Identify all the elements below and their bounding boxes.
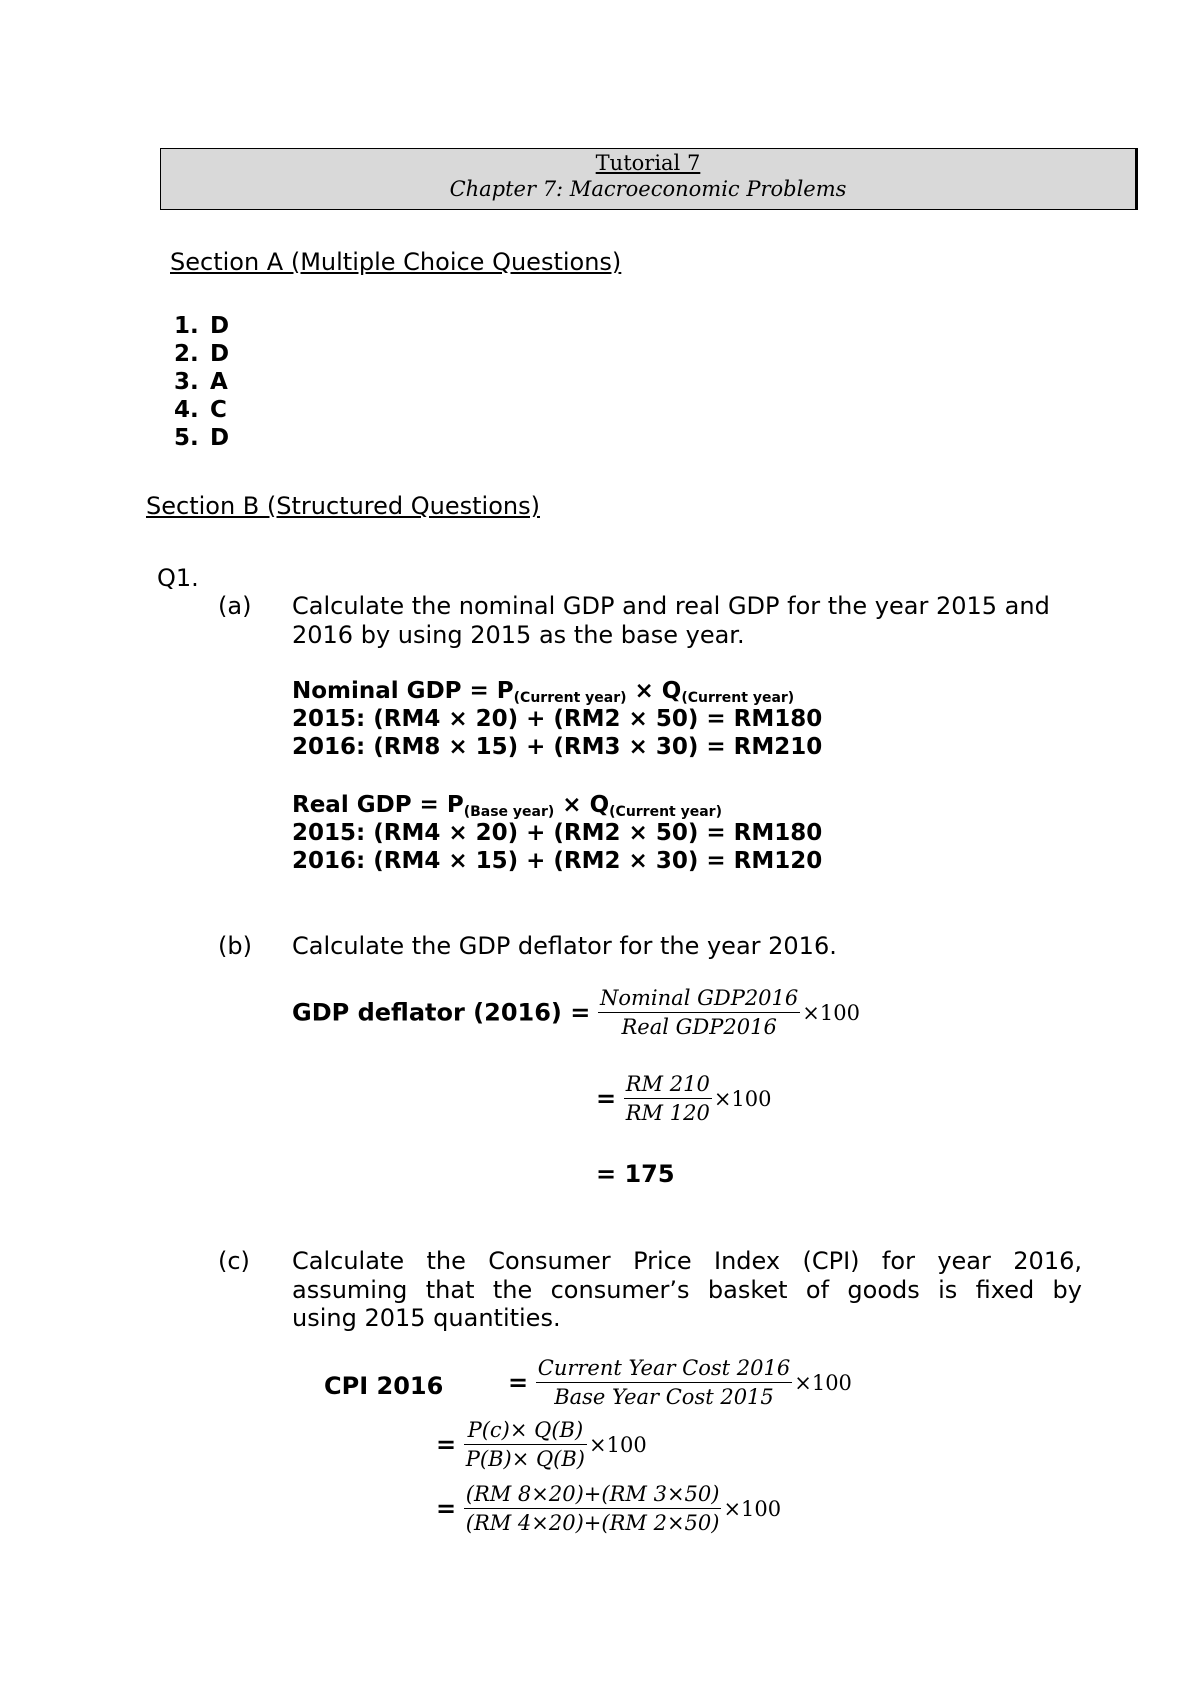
part-b-question: Calculate the GDP deflator for the year 2016. — [292, 932, 837, 960]
cpi-substitution-fraction: $\frac{(RM 8\times 20)+(RM 3\times 50)}{(RM 4\times 20)+(RM 2\times 50)}$ — [465, 1482, 720, 1535]
list-item: 5. D — [174, 425, 230, 451]
gdp-deflator-substitution: = $\frac{RM 210}{RM 120}$ ×100 — [596, 1072, 772, 1125]
gdp-deflator-result: = 175 — [596, 1160, 675, 1188]
real-gdp-2016: 2016: (RM4 × 15) + (RM2 × 30) = RM120 — [292, 848, 823, 874]
section-b-heading: Section B (Structured Questions) — [146, 492, 540, 520]
part-c-question-line2: assuming that the consumer’s basket of goods is fixed by — [292, 1276, 1082, 1304]
cpi-cost-fraction: $\frac{\text{Current Year Cost 2016}}{\text{Base Year Cost 2015}}$ — [537, 1356, 791, 1409]
part-c-label: (c) — [218, 1247, 250, 1275]
nominal-gdp-formula: Nominal GDP = $P_{(Current year)} \times Q_{(Current year)}$ — [292, 678, 795, 706]
cpi-formula: = $\frac{\text{Current Year Cost 2016}}{\text{Base Year Cost 2015}}$ ×100 — [508, 1356, 852, 1409]
cpi-substitution: = $\frac{(RM 8\times 20)+(RM 3\times 50)}{(RM 4\times 20)+(RM 2\times 50)}$ ×100 — [436, 1482, 782, 1535]
cpi-label: CPI 2016 — [324, 1372, 444, 1400]
real-gdp-formula: Real GDP = $P_{(Base year)} \times Q_{(Current year)}$ — [292, 792, 722, 820]
nominal-gdp-2015: 2015: (RM4 × 20) + (RM2 × 50) = RM180 — [292, 706, 823, 732]
part-c-question-line1: Calculate the Consumer Price Index (CPI) for year 2016, — [292, 1247, 1082, 1275]
real-gdp-2015: 2015: (RM4 × 20) + (RM2 × 50) = RM180 — [292, 820, 823, 846]
part-a-question-line1: Calculate the nominal GDP and real GDP for the year 2015 and — [292, 592, 1050, 620]
cpi-price-quantity-formula: = $\frac{P(c)\times Q(B)}{P(B)\times Q(B)}$ ×100 — [436, 1418, 647, 1471]
document-subtitle: Chapter 7: Macroeconomic Problems — [449, 177, 847, 201]
cpi-pq-fraction: $\frac{P(c)\times Q(B)}{P(B)\times Q(B)}$ — [465, 1418, 586, 1471]
document-title: Tutorial 7 — [595, 151, 701, 175]
part-b-label: (b) — [218, 932, 252, 960]
title-box — [160, 148, 1138, 210]
part-a-label: (a) — [218, 592, 252, 620]
substitution-fraction: $\frac{RM 210}{RM 120}$ — [625, 1072, 710, 1125]
deflator-fraction: $\frac{\text{Nominal GDP2016}}{\text{Real GDP2016}}$ — [600, 986, 799, 1039]
part-a-question-line2: 2016 by using 2015 as the base year. — [292, 621, 745, 649]
list-item: 2. D — [174, 341, 230, 367]
gdp-deflator-formula: GDP deflator (2016) = $\frac{\text{Nominal GDP2016}}{\text{Real GDP2016}}$ ×100 — [292, 986, 860, 1039]
nominal-gdp-2016: 2016: (RM8 × 15) + (RM3 × 30) = RM210 — [292, 734, 823, 760]
list-item: 3. A — [174, 369, 228, 395]
list-item: 4. C — [174, 397, 227, 423]
list-item: 1. D — [174, 313, 230, 339]
part-c-question-line3: using 2015 quantities. — [292, 1304, 561, 1332]
section-a-heading: Section A (Multiple Choice Questions) — [170, 248, 622, 276]
mcq-answer-list — [174, 312, 229, 452]
question-label: Q1. — [157, 564, 199, 592]
